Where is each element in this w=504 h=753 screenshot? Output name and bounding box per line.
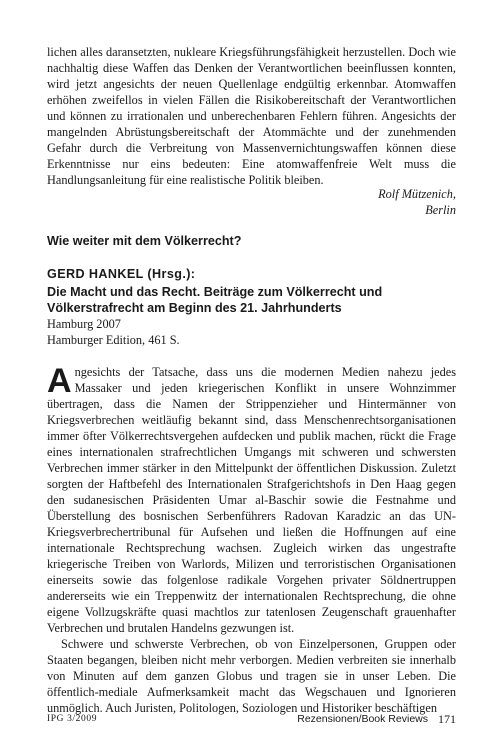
page-footer bbox=[47, 712, 456, 728]
signature-name: Rolf Mützenich, bbox=[378, 187, 456, 201]
review-paragraph-1 bbox=[47, 364, 456, 636]
book-title: Die Macht und das Recht. Beiträge zum Völkerrecht und Völkerstrafrecht am Beginn des 21. Jahrhunderts bbox=[47, 285, 383, 315]
signature-block bbox=[47, 186, 456, 218]
drop-cap: A bbox=[47, 362, 72, 400]
footer-section: Rezensionen/Book Reviews bbox=[297, 713, 428, 725]
signature-place: Berlin bbox=[425, 203, 456, 217]
footer-journal: IPG 3/2009 bbox=[47, 714, 98, 724]
book-publisher: Hamburger Edition, 461 S. bbox=[47, 333, 180, 347]
intro-paragraph: lichen alles daransetzten, nukleare Kriegsführungsfähigkeit herzustellen. Doch wie nachhaltig diese Waffen das Denken der Verantwortlichen beeinflussen konnten, wird jetzt angesichts der neuen Quellenlage endgültig erkennbar. Atomwaffen erhöhen zweifellos in vielen Fällen die Risikobereitschaft der Verantwortlichen und können zu irrationalen und unberechenbaren Fehlern führen. Angesichts der mangelnden Abrüstungsbereitschaft der Atommächte und der zunehmenden Gefahr durch die Verbreitung von Massenvernichtungswaffen können diese Erkenntnisse nur eins bedeuten: Eine atomwaffenfreie Welt muss die Handlungsanleitung für eine realistische Politik bleiben. bbox=[47, 45, 456, 187]
intro-block bbox=[47, 44, 456, 188]
book-place-year: Hamburg 2007 bbox=[47, 317, 121, 331]
review-paragraph-1-text: ngesichts der Tatsache, dass uns die modernen Medien nahezu jedes Massaker und jeden kriegerischen Konflikt in unsere Wohnzimmer übertragen, dass die Namen der Strippenzieher und Hintermänner von Kriegsverbrechen weitläufig bekannt sind, dass Menschenrechtsorganisationen immer öfter Völkerrechtsvergehen aufdecken und publik machen, rückt die Frage eines internationalen strafrechtlichen Umgangs mit schweren und schwersten Verbrechen immer stärker in den Mittelpunkt der öffentlichen Diskussion. Zuletzt sorgten der Haftbefehl des Internationalen Strafgerichtshofs in Den Haag gegen den sudanesischen Präsidenten Umar al-Baschir sowie die Festnahme und Überstellung des bosnischen Serbenführers Radovan Karadzic an das UN-Kriegsverbrechertribunal für Aufsehen und ließen die Hoffnungen auf eine internationale Rechtsprechung wachsen. Zugleich wirken das ungestrafte kriegerische Treiben von Warlords, Milizen und terroristischen Organisationen einerseits sowie das folgenlose radikale Vorgehen privater Söldnertruppen andererseits wie ein Treppenwitz der internationalen Rechtsprechung, die ohne eigene Vollzugskräfte quasi machtlos zur tatenlosen Zeugenschaft grauenhafter Verbrechen und brutalen Handelns gezwungen ist. bbox=[47, 365, 456, 635]
book-author: GERD HANKEL (Hrsg.): bbox=[47, 267, 196, 281]
page-number: 171 bbox=[438, 712, 456, 726]
review-body bbox=[47, 364, 456, 716]
review-paragraph-2: Schwere und schwerste Verbrechen, ob von Einzelpersonen, Gruppen oder Staaten begangen, bleiben nicht mehr verborgen. Medien verbreiten sie innerhalb von Minuten auf dem ganzen Globus und tragen sie in unser Leben. Die öffentlich-mediale Aufmerksamkeit macht das Wegschauen und Ignorieren unmöglich. Auch Juristen, Politologen, Soziologen und Historiker beschäftigen bbox=[47, 637, 456, 715]
section-title: Wie weiter mit dem Völkerrecht? bbox=[47, 234, 242, 248]
